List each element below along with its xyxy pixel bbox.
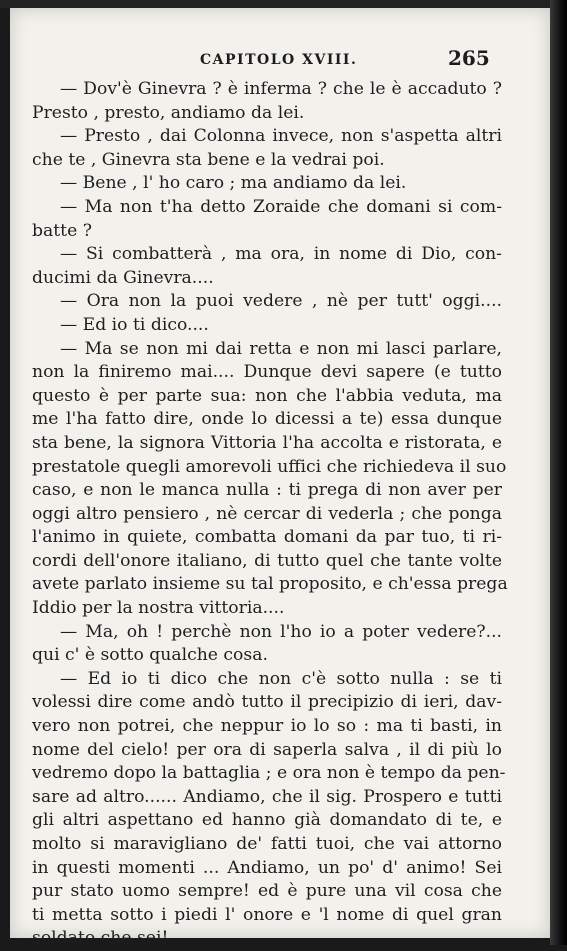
text-line: nome del cielo! per ora di saperla salva , il di più lo bbox=[32, 739, 502, 760]
body-text bbox=[32, 78, 508, 951]
scan-top-edge bbox=[0, 0, 567, 8]
text-line: molto si maravigliano de' fatti tuoi, che vai attorno bbox=[32, 834, 502, 854]
text-line: — Ma non t'ha detto Zoraide che domani si com- bbox=[60, 196, 502, 217]
text-line: non la finiremo mai.... Dunque devi sapere (e tutto bbox=[32, 362, 502, 383]
text-line: vedremo dopo la battaglia ; e ora non è tempo da pen- bbox=[32, 763, 506, 784]
chapter-title: CAPITOLO XVIII. bbox=[200, 52, 358, 68]
text-line: — Presto , dai Colonna invece, non s'aspetta altri bbox=[60, 126, 502, 147]
running-header bbox=[10, 46, 550, 76]
text-line: — Ma se non mi dai retta e non mi lasci parlare, bbox=[60, 338, 502, 359]
text-line: qui c' è sotto qualche cosa. bbox=[32, 645, 268, 666]
text-line: in questi momenti ... Andiamo, un po' d' animo! Sei bbox=[32, 857, 502, 878]
text-line: prestatole quegli amorevoli uffici che richiedeva il suo bbox=[32, 456, 507, 477]
book-page bbox=[10, 8, 550, 949]
text-line: — Ed io ti dico che non c'è sotto nulla : se ti bbox=[60, 668, 502, 689]
text-line: batte ? bbox=[32, 220, 92, 241]
text-line: Iddio per la nostra vittoria.... bbox=[32, 598, 285, 619]
page-number: 265 bbox=[448, 46, 490, 70]
text-line: volessi dire come andò tutto il precipizio di ieri, dav- bbox=[32, 692, 502, 713]
text-line: l'animo in quiete, combatta domani da par tuo, ti ri- bbox=[32, 527, 502, 548]
text-line: ti metta sotto i piedi l' onore e 'l nome di quel gran bbox=[32, 904, 502, 925]
text-line: questo è per parte sua: non che l'abbia veduta, ma bbox=[32, 385, 502, 406]
text-line: Presto , presto, andiamo da lei. bbox=[32, 102, 305, 123]
text-line: pur stato uomo sempre! ed è pure una vil cosa che bbox=[32, 881, 502, 902]
text-line: avete parlato insieme su tal proposito, e ch'essa prega bbox=[32, 574, 508, 595]
text-line: — Dov'è Ginevra ? è inferma ? che le è accaduto ? bbox=[60, 79, 502, 99]
text-line: che te , Ginevra sta bene e la vedrai poi. bbox=[32, 149, 385, 170]
text-line: me l'ha fatto dire, onde lo dicessi a te) essa dunque bbox=[32, 409, 502, 430]
text-line: oggi altro pensiero , nè cercar di vederla ; che ponga bbox=[32, 503, 502, 524]
text-line: gli altri aspettano ed hanno già domandato di te, e bbox=[32, 810, 502, 831]
text-line: — Ed io ti dico.... bbox=[60, 314, 209, 335]
text-line: — Si combatterà , ma ora, in nome di Dio, con- bbox=[60, 244, 502, 265]
text-line: — Bene , l' ho caro ; ma andiamo da lei. bbox=[60, 173, 407, 194]
text-line: sta bene, la signora Vittoria l'ha accolta e ristorata, e bbox=[32, 432, 502, 453]
text-line: caso, e non le manca nulla : ti prega di non aver per bbox=[32, 480, 502, 501]
text-line: — Ma, oh ! perchè non l'ho io a poter vedere?... bbox=[60, 621, 502, 642]
text-line: vero non potrei, che neppur io lo so : ma ti basti, in bbox=[32, 716, 502, 737]
text-line: ducimi da Ginevra.... bbox=[32, 267, 214, 288]
text-line: soldato che sei! bbox=[32, 928, 169, 949]
text-line: — Ora non la puoi vedere , nè per tutt' oggi.... bbox=[60, 291, 502, 312]
scan-binding-edge bbox=[550, 0, 567, 945]
text-line: sare ad altro...... Andiamo, che il sig. Prospero e tutti bbox=[32, 786, 502, 807]
text-line: cordi dell'onore italiano, di tutto quel che tante volte bbox=[32, 550, 502, 571]
